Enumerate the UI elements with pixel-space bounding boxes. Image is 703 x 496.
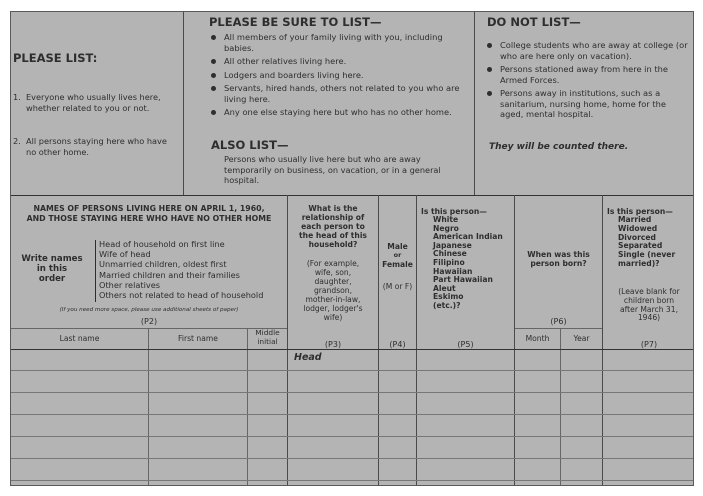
- do-not-list-heading: DO NOT LIST—: [487, 15, 581, 29]
- race-option: American Indian: [433, 232, 503, 242]
- last-name-label: Last name: [59, 334, 100, 343]
- list-item: All other relatives living here.: [209, 56, 465, 67]
- write-names-label: in this: [36, 264, 68, 274]
- item-text: All persons staying here who have no other home.: [26, 136, 167, 157]
- names-title-line-1: NAMES OF PERSONS LIVING HERE ON APRIL 1, 1960,: [33, 204, 265, 213]
- race-option: Filipino: [433, 257, 465, 267]
- race-option: Aleut: [433, 283, 456, 293]
- relationship-example: (For example, wife, son, daughter, grandson, mother-in-law, lodger, lodger's wife): [303, 259, 363, 322]
- list-item: Servants, hired hands, others not related to you who are living here.: [209, 83, 465, 104]
- race-option: Japanese: [433, 240, 472, 250]
- marital-option: Single (never: [618, 250, 676, 260]
- year-label: Year: [573, 334, 590, 343]
- race-option: White: [433, 215, 459, 224]
- month-label: Month: [525, 334, 550, 343]
- item-text: Everyone who usually lives here, whether related to you or not.: [26, 92, 161, 113]
- write-names-label: Write names: [21, 254, 83, 264]
- race-options: [433, 216, 503, 311]
- race-option: Eskimo: [433, 292, 464, 302]
- also-list-text: Persons who usually live here but who are away temporarily on business, on vacation, or in a general hospital.: [224, 154, 441, 185]
- item-number: 1.: [13, 92, 21, 102]
- race-option: Part Hawaiian: [433, 275, 493, 285]
- item-number: 2.: [13, 136, 21, 146]
- list-item: All members of your family living with you, including babies.: [209, 32, 465, 53]
- list-item: Persons away in institutions, such as a sanitarium, nursing home, home for the aged, mental hospital.: [485, 88, 690, 120]
- order-item: Others not related to head of household: [99, 290, 264, 301]
- column-code-p4: (P4): [389, 340, 406, 349]
- sex-question: Male or Female: [382, 242, 413, 269]
- names-footnote: (If you need more space, please use additional sheets of paper): [59, 307, 239, 313]
- middle-initial-label: Middle initial: [255, 328, 280, 346]
- order-brace: [95, 240, 96, 302]
- do-not-list: [485, 40, 690, 123]
- list-item: College students who are away at college (or who are here only on vacation).: [485, 40, 690, 61]
- race-option: (etc.)?: [433, 300, 461, 310]
- marital-option: married)?: [618, 258, 660, 268]
- list-item: Persons stationed away from here in the Armed Forces.: [485, 64, 690, 85]
- race-option: Negro: [433, 223, 459, 233]
- race-option: Hawaiian: [433, 266, 473, 276]
- marital-option: Widowed: [618, 223, 658, 233]
- marital-option: Separated: [618, 241, 663, 251]
- census-form: [10, 11, 694, 486]
- write-names-label: order: [38, 274, 66, 284]
- order-item: Other relatives: [99, 279, 160, 290]
- marital-option: Married: [618, 215, 652, 224]
- sex-hint: (M or F): [382, 282, 413, 291]
- column-code-p6: (P6): [550, 317, 567, 326]
- names-title-line-2: AND THOSE STAYING HERE WHO HAVE NO OTHER HOME: [26, 214, 272, 223]
- list-item: Lodgers and boarders living here.: [209, 70, 465, 81]
- marital-option: Divorced: [618, 232, 656, 242]
- race-option: Chinese: [433, 249, 467, 259]
- race-question: Is this person—: [421, 207, 487, 216]
- order-item: Head of household on first line: [99, 239, 225, 249]
- also-list-heading: ALSO LIST—: [211, 138, 289, 152]
- relationship-question: What is the relationship of each person to the head of this household?: [299, 204, 367, 249]
- order-item: Unmarried children, oldest first: [99, 259, 227, 270]
- marital-question: Is this person—: [607, 207, 673, 216]
- be-sure-heading: PLEASE BE SURE TO LIST—: [209, 15, 382, 29]
- marital-options: [618, 216, 675, 269]
- counted-note: They will be counted there.: [489, 142, 629, 152]
- column-code-p3: (P3): [324, 340, 342, 349]
- list-item: Any one else staying here but who has no other home.: [209, 107, 465, 118]
- order-list: [99, 239, 263, 300]
- head-entry: Head: [294, 352, 322, 363]
- born-question: When was this person born?: [527, 250, 590, 268]
- column-code-p5: (P5): [457, 340, 474, 349]
- please-list-heading: PLEASE LIST:: [13, 51, 98, 65]
- order-item: Married children and their families: [99, 269, 240, 280]
- column-code-p7: (P7): [640, 340, 658, 349]
- first-name-label: First name: [178, 334, 218, 343]
- be-sure-list: [209, 32, 465, 121]
- order-item: Wife of head: [99, 249, 151, 260]
- marital-note: (Leave blank for children born after March 31, 1946): [618, 287, 680, 323]
- column-code-p2: (P2): [140, 317, 158, 326]
